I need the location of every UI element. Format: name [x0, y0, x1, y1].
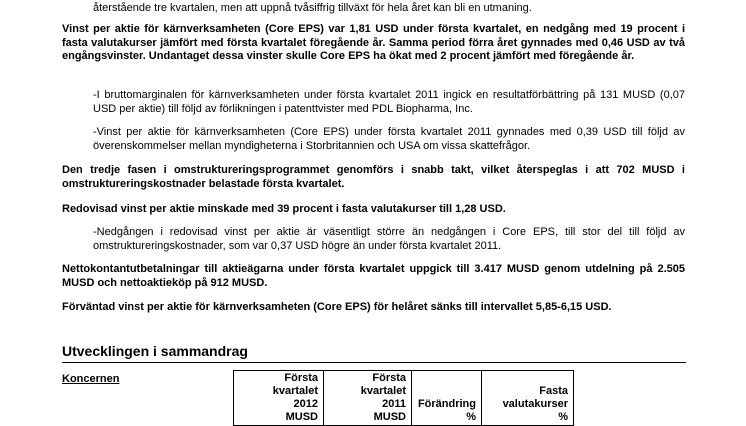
paragraph-cash-payouts: Nettokontantutbetalningar till aktieägarna under första kvartalet uppgick till 3.417 MUSD genom utdelning på 2.505 MUSD och nettoaktieköp på 912 MUSD. — [62, 263, 685, 289]
paragraph-guidance: Förväntad vinst per aktie för kärnverksamheten (Core EPS) för helåret sänks till intervallet 5,85-6,15 USD. — [62, 301, 612, 313]
column-header-change: Förändring % — [412, 371, 482, 426]
section-divider — [62, 362, 686, 363]
paragraph-gross-margin: -I bruttomarginalen för kärnverksamheten under första kvartalet 2011 ingick en resultatförbättring på 131 MUSD (0,07 USD per aktie) till följd av förlikningen i patenttvister med PDL Biopharma, Inc. — [93, 89, 685, 115]
table-header-row — [234, 371, 574, 426]
column-header-q1-2011: Första kvartalet 2011 MUSD — [324, 371, 412, 426]
paragraph-reported-eps-decline: -Nedgången i redovisad vinst per aktie är väsentligt större än nedgången i Core EPS, till stor del till följd av omstruktureringskostnader, som var 0,37 USD högre än under första kvartalet 2011. — [93, 226, 685, 252]
group-label: Koncernen — [62, 373, 120, 385]
paragraph-core-eps: Vinst per aktie för kärnverksamheten (Core EPS) var 1,81 USD under första kvartalet, en nedgång med 19 procent i fasta valutakurser jämfört med första kvartalet föregående år. Samma period förra året gynnades med 0,46 USD av två engångsvinster. Undantaget dessa vinster skulle Core EPS ha ökat med 2 procent jämfört med föregående år. — [62, 23, 685, 62]
paragraph-reported-eps: Redovisad vinst per aktie minskade med 39 procent i fasta valutakurser till 1,28 USD. — [62, 203, 506, 215]
summary-table — [233, 370, 574, 426]
section-heading: Utvecklingen i sammandrag — [62, 343, 248, 359]
column-header-q1-2012: Första kvartalet 2012 MUSD — [234, 371, 324, 426]
paragraph-tax-settlement: -Vinst per aktie för kärnverksamheten (Core EPS) under första kvartalet 2011 gynnades med 0,39 USD till följd av överenskommelser mellan myndigheterna i Storbritannien och USA om vissa skattefrågor. — [93, 126, 685, 152]
paragraph-growth-outlook: återstående tre kvartalen, men att uppnå tvåsiffrig tillväxt för hela året kan bli en utmaning. — [93, 2, 532, 14]
paragraph-restructuring: Den tredje fasen i omstruktureringsprogrammet genomförs i snabb takt, vilket återspeglas i att 702 MUSD i omstruktureringskostnader belastade första kvartalet. — [62, 164, 685, 190]
column-header-constant-currency: Fasta valutakurser % — [482, 371, 574, 426]
